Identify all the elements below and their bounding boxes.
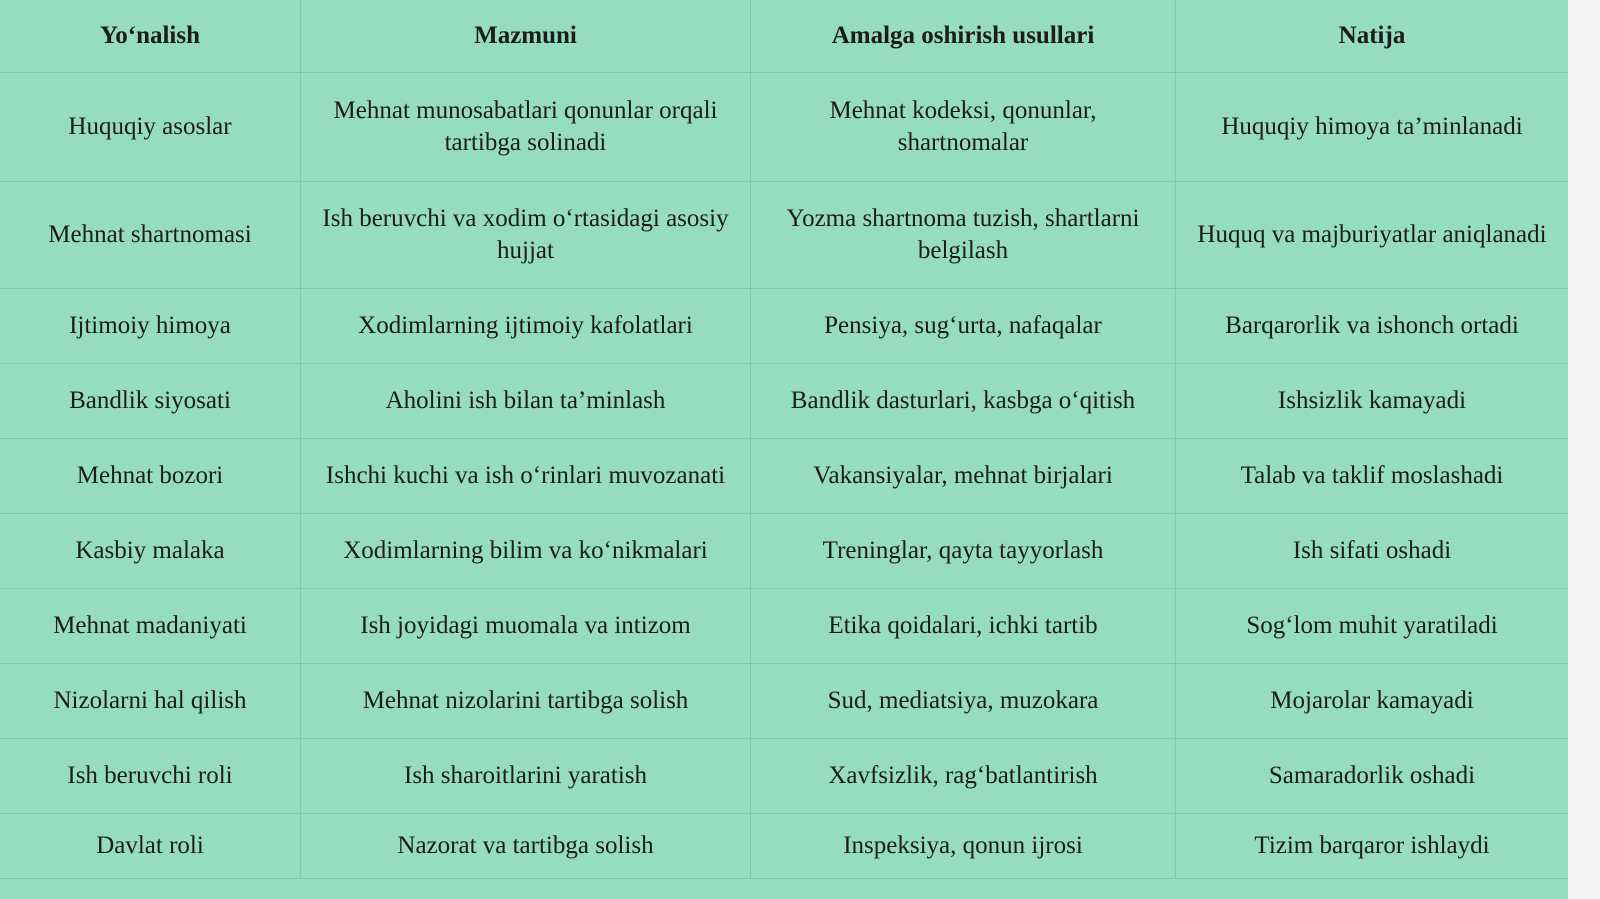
- table-cell: Aholini ish bilan ta’minlash: [301, 364, 751, 439]
- table-cell: Nizolarni hal qilish: [0, 664, 301, 739]
- table-cell: Mojarolar kamayadi: [1176, 664, 1568, 739]
- table-cell: Ijtimoiy himoya: [0, 289, 301, 364]
- table-cell: Huquqiy himoya ta’minlanadi: [1176, 73, 1568, 182]
- table-cell: Inspeksiya, qonun ijrosi: [751, 814, 1176, 879]
- table-cell: Tizim barqaror ishlaydi: [1176, 814, 1568, 879]
- table-cell: Mehnat kodeksi, qonunlar, shartnomalar: [751, 73, 1176, 182]
- table-cell: Ish joyidagi muomala va intizom: [301, 589, 751, 664]
- table-cell: Xodimlarning ijtimoiy kafolatlari: [301, 289, 751, 364]
- table-cell: Xavfsizlik, rag‘batlantirish: [751, 739, 1176, 814]
- table-cell: Barqarorlik va ishonch ortadi: [1176, 289, 1568, 364]
- header-cell-methods: Amalga oshirish usullari: [751, 0, 1176, 73]
- table-cell: Ish sharoitlarini yaratish: [301, 739, 751, 814]
- table-cell: Yozma shartnoma tuzish, shartlarni belgilash: [751, 182, 1176, 289]
- table-cell: Ish beruvchi roli: [0, 739, 301, 814]
- table-cell: Bandlik siyosati: [0, 364, 301, 439]
- table-cell: Davlat roli: [0, 814, 301, 879]
- table-cell: Pensiya, sug‘urta, nafaqalar: [751, 289, 1176, 364]
- table-cell: Ishsizlik kamayadi: [1176, 364, 1568, 439]
- table-cell: Mehnat shartnomasi: [0, 182, 301, 289]
- table-cell: Sog‘lom muhit yaratiladi: [1176, 589, 1568, 664]
- table-cell: Etika qoidalari, ichki tartib: [751, 589, 1176, 664]
- table-cell: Mehnat bozori: [0, 439, 301, 514]
- table-cell: Mehnat munosabatlari qonunlar orqali tartibga solinadi: [301, 73, 751, 182]
- table-cell: Ishchi kuchi va ish o‘rinlari muvozanati: [301, 439, 751, 514]
- table-cell: Treninglar, qayta tayyorlash: [751, 514, 1176, 589]
- table-cell: Mehnat madaniyati: [0, 589, 301, 664]
- table-cell: Kasbiy malaka: [0, 514, 301, 589]
- table-cell: Xodimlarning bilim va ko‘nikmalari: [301, 514, 751, 589]
- header-cell-direction: Yo‘nalish: [0, 0, 301, 73]
- table-cell: Sud, mediatsiya, muzokara: [751, 664, 1176, 739]
- table-cell: Huquqiy asoslar: [0, 73, 301, 182]
- table-cell: Ish beruvchi va xodim o‘rtasidagi asosiy hujjat: [301, 182, 751, 289]
- table-cell: Talab va taklif moslashadi: [1176, 439, 1568, 514]
- table-cell: Vakansiyalar, mehnat birjalari: [751, 439, 1176, 514]
- table-cell: Mehnat nizolarini tartibga solish: [301, 664, 751, 739]
- table-cell: Huquq va majburiyatlar aniqlanadi: [1176, 182, 1568, 289]
- table-cell: Bandlik dasturlari, kasbga o‘qitish: [751, 364, 1176, 439]
- table-cell: Ish sifati oshadi: [1176, 514, 1568, 589]
- header-cell-content: Mazmuni: [301, 0, 751, 73]
- header-cell-result: Natija: [1176, 0, 1568, 73]
- table-cell: Samaradorlik oshadi: [1176, 739, 1568, 814]
- table-cell: Nazorat va tartibga solish: [301, 814, 751, 879]
